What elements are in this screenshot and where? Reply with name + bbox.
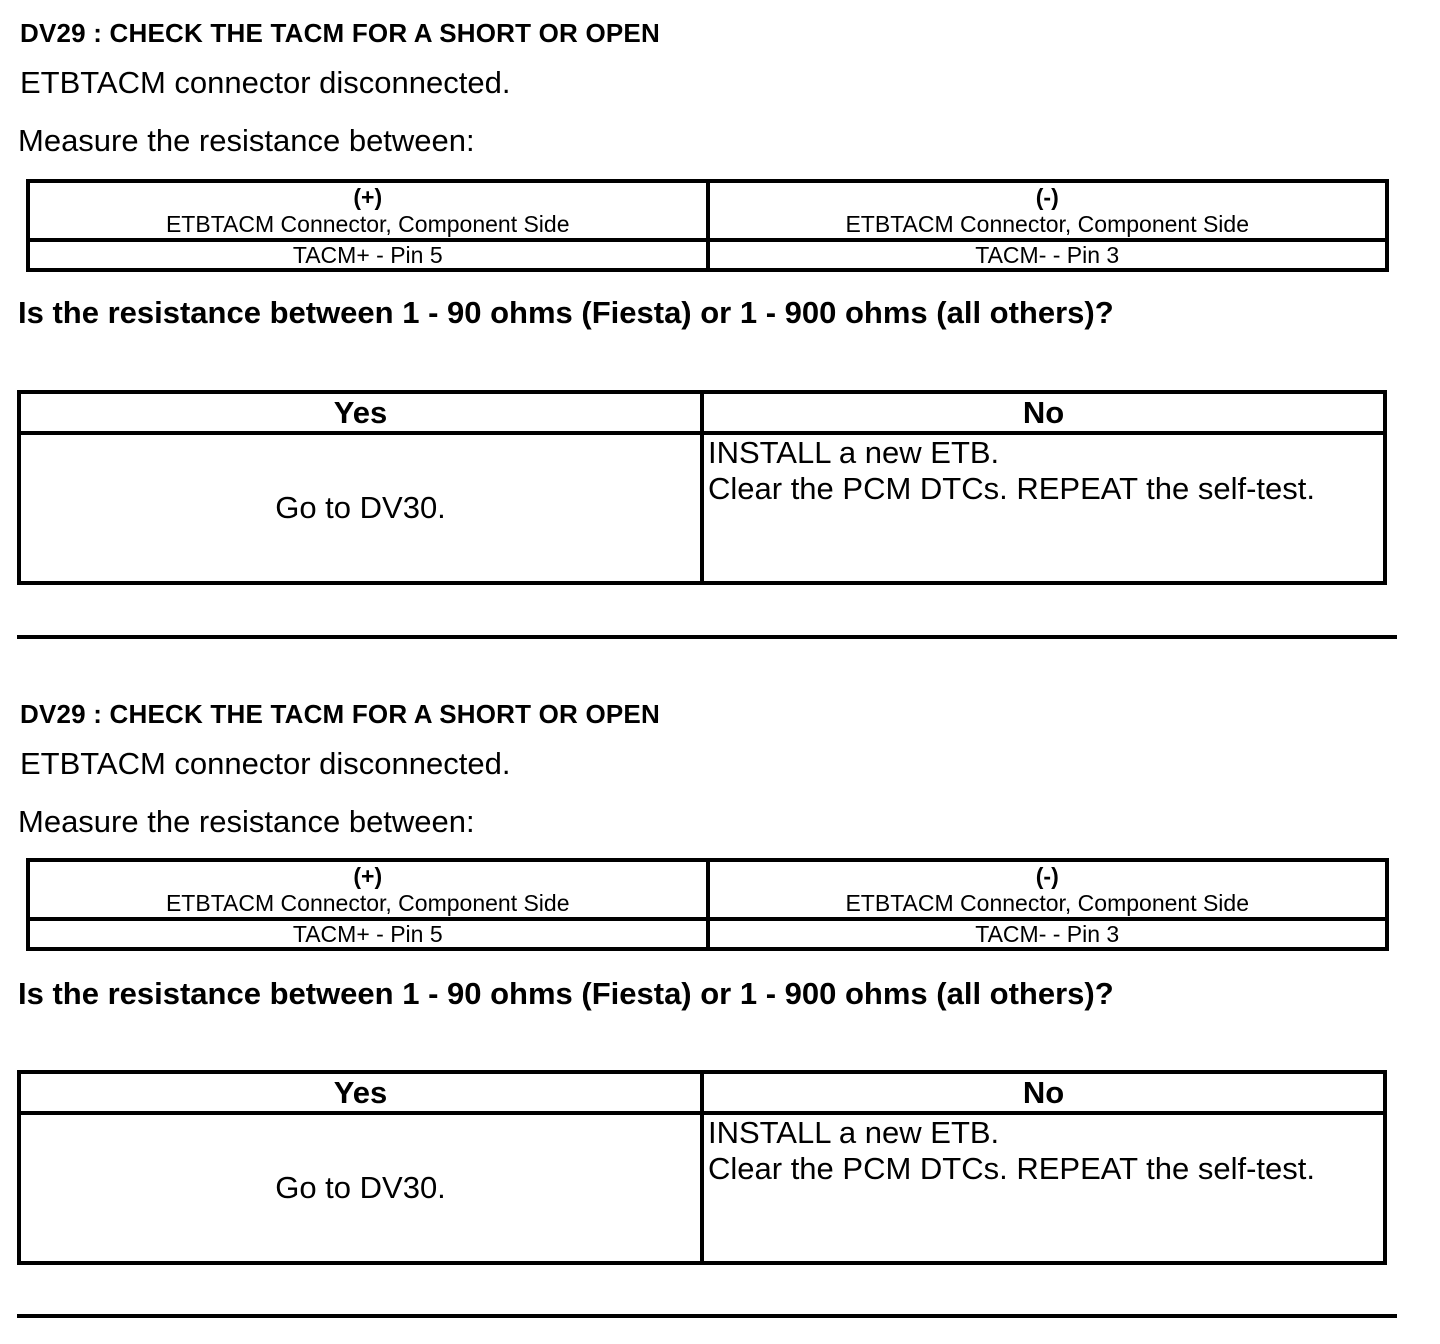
plus-symbol: (+) — [353, 183, 383, 210]
section-divider — [17, 635, 1397, 639]
section-divider — [17, 1314, 1397, 1318]
plus-lead-header — [28, 860, 708, 919]
no-action-line: INSTALL a new ETB. — [708, 435, 1000, 470]
minus-lead-header — [708, 860, 1388, 919]
section-2-condition: ETBTACM connector disconnected. — [20, 746, 511, 781]
yes-action-cell: Go to DV30. — [19, 433, 702, 583]
minus-connector-label: ETBTACM Connector, Component Side — [845, 210, 1250, 237]
section-1-result-table — [17, 390, 1387, 585]
no-action-line: Clear the PCM DTCs. REPEAT the self-test. — [708, 1151, 1315, 1186]
minus-pin-cell: TACM- - Pin 3 — [708, 919, 1388, 949]
no-action-line: Clear the PCM DTCs. REPEAT the self-test. — [708, 471, 1315, 506]
no-header: No — [702, 1072, 1385, 1113]
no-action-cell — [702, 1113, 1385, 1263]
section-1-question: Is the resistance between 1 - 90 ohms (Fiesta) or 1 - 900 ohms (all others)? — [18, 295, 1114, 330]
plus-symbol: (+) — [353, 862, 383, 889]
section-2-instruction: Measure the resistance between: — [18, 804, 475, 839]
section-2-title: DV29 : CHECK THE TACM FOR A SHORT OR OPEN — [20, 699, 660, 729]
section-2-measurement-table — [26, 858, 1389, 951]
plus-connector-label: ETBTACM Connector, Component Side — [165, 889, 570, 916]
yes-header: Yes — [19, 1072, 702, 1113]
section-1-measurement-table — [26, 179, 1389, 272]
plus-lead-header — [28, 181, 708, 240]
minus-symbol: (-) — [1035, 862, 1059, 889]
section-2-result-table — [17, 1070, 1387, 1265]
plus-pin-cell: TACM+ - Pin 5 — [28, 919, 708, 949]
plus-pin-cell: TACM+ - Pin 5 — [28, 240, 708, 270]
minus-lead-header — [708, 181, 1388, 240]
minus-connector-label: ETBTACM Connector, Component Side — [845, 889, 1250, 916]
no-action-cell — [702, 433, 1385, 583]
no-action-line: INSTALL a new ETB. — [708, 1115, 1000, 1150]
yes-header: Yes — [19, 392, 702, 433]
minus-pin-cell: TACM- - Pin 3 — [708, 240, 1388, 270]
minus-symbol: (-) — [1035, 183, 1059, 210]
section-1-title: DV29 : CHECK THE TACM FOR A SHORT OR OPEN — [20, 18, 660, 48]
yes-action-cell: Go to DV30. — [19, 1113, 702, 1263]
section-1-instruction: Measure the resistance between: — [18, 123, 475, 158]
no-header: No — [702, 392, 1385, 433]
section-1-condition: ETBTACM connector disconnected. — [20, 65, 511, 100]
plus-connector-label: ETBTACM Connector, Component Side — [165, 210, 570, 237]
section-2-question: Is the resistance between 1 - 90 ohms (Fiesta) or 1 - 900 ohms (all others)? — [18, 976, 1114, 1011]
